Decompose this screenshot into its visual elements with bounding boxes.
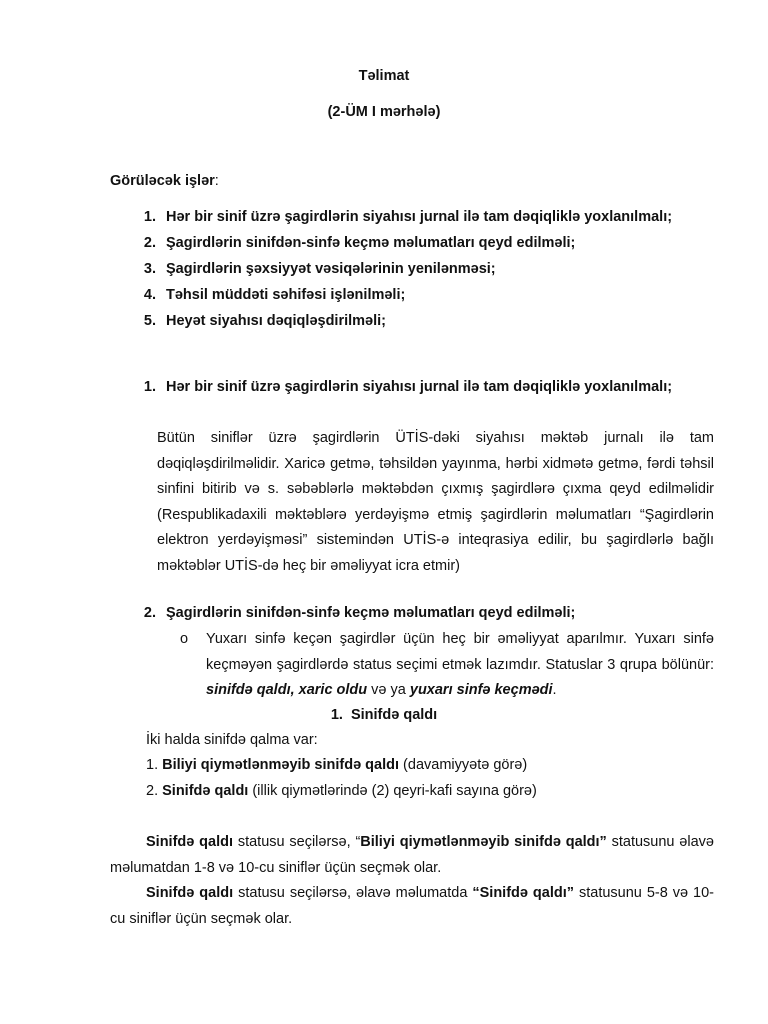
document-subtitle: (2-ÜM I mərhələ): [327, 104, 441, 120]
status-name-bold: yuxarı sinfə keçmədi: [409, 682, 553, 698]
intro-colon: :: [214, 173, 219, 189]
bullet-text: [206, 627, 714, 704]
task-text: Təhsil müddəti səhifəsi işlənilməli;: [166, 287, 406, 303]
task-item: [110, 312, 730, 338]
case-2: [146, 783, 537, 799]
section-1-heading: [110, 379, 730, 395]
case-1-number: 1.: [146, 757, 163, 773]
section-2-number: 2.: [143, 605, 156, 621]
subheading: [0, 707, 768, 723]
paragraph-status-2: [110, 881, 714, 932]
task-item: [110, 260, 730, 286]
case-2-rest: (illik qiymətlərində (2) qeyri-kafi sayına görə): [248, 783, 537, 799]
p1-bold-quote: Biliyi qiymətlənməyib sinifdə qaldı”: [360, 834, 607, 850]
task-list: [110, 208, 730, 338]
paragraph-status-1: [110, 830, 714, 881]
task-item: [110, 234, 730, 260]
bullet-text-part: .: [552, 682, 557, 698]
section-1-title: Hər bir sinif üzrə şagirdlərin siyahısı jurnal ilə tam dəqiqliklə yoxlanılmalı;: [166, 379, 673, 395]
status-names-bold: sinifdə qaldı, xaric oldu: [206, 682, 368, 698]
task-number: 5.: [143, 313, 156, 329]
section-2-heading: [110, 605, 730, 621]
task-text: Heyət siyahısı dəqiqləşdirilməli;: [166, 313, 386, 329]
task-number: 4.: [143, 287, 156, 303]
two-cases-line: İki halda sinifdə qalma var:: [146, 732, 318, 748]
bullet-text-part: və ya: [367, 682, 410, 698]
p2-bold: Sinifdə qaldı: [146, 885, 234, 901]
bullet-text-part: Yuxarı sinfə keçən şagirdlər üçün heç bir əməliyyat aparılmır. Yuxarı sinfə keçməyən şagirdlərdə status seçimi etmək lazımdır. Statuslar 3 qrupa bölünür:: [206, 631, 714, 673]
task-number: 3.: [143, 261, 156, 277]
subheading-text: Sinifdə qaldı: [350, 707, 438, 723]
section-2-title: Şagirdlərin sinifdən-sinfə keçmə məlumatları qeyd edilməli;: [166, 605, 576, 621]
task-text: Hər bir sinif üzrə şagirdlərin siyahısı jurnal ilə tam dəqiqliklə yoxlanılmalı;: [166, 209, 673, 225]
task-number: 2.: [143, 235, 156, 251]
subheading-number: 1.: [330, 707, 343, 723]
case-2-bold: Sinifdə qaldı: [162, 783, 249, 799]
task-item: [110, 286, 730, 312]
bullet-marker: o: [180, 631, 189, 647]
case-2-number: 2.: [146, 783, 163, 799]
task-item: [110, 208, 730, 234]
task-number: 1.: [143, 209, 156, 225]
p2-text-end: statusunu 5-8 və 10-cu siniflər üçün seçmək olar.: [110, 885, 714, 927]
document-title: Təlimat: [358, 68, 410, 84]
case-1-rest: (davamiyyətə görə): [399, 757, 528, 773]
p1-bold: Sinifdə qaldı: [146, 834, 233, 850]
intro-label-text: Görüləcək işlər: [110, 173, 215, 189]
section-1-number: 1.: [143, 379, 156, 395]
p2-bold-quote: “Sinifdə qaldı”: [472, 885, 575, 901]
p1-text-end: statusunu əlavə məlumatdan 1-8 və 10-cu siniflər üçün seçmək olar.: [110, 834, 714, 876]
case-1: [146, 757, 527, 773]
intro-label: [110, 173, 219, 189]
p2-text: statusu seçilərsə, əlavə məlumatda: [233, 885, 473, 901]
task-text: Şagirdlərin sinifdən-sinfə keçmə məlumatları qeyd edilməli;: [166, 235, 576, 251]
task-text: Şagirdlərin şəxsiyyət vəsiqələrinin yenilənməsi;: [166, 261, 496, 277]
case-1-bold: Biliyi qiymətlənməyib sinifdə qaldı: [162, 757, 400, 773]
p1-text: statusu seçilərsə, “: [233, 834, 361, 850]
section-1-body: Bütün siniflər üzrə şagirdlərin ÜTİS-dəki siyahısı məktəb jurnalı ilə tam dəqiqləşdirilməlidir. Xaricə getmə, təhsildən yayınma, hərbi xidmətə getmə, fərdi təhsil sinfini bitirib və s. səbəblərlə məktəbdən çıxmış şagirdlərə çıxma qeyd edilməlidir (Respublikadaxili məktəblərə yerdəyişmə etmiş şagirdlərin məlumatları “Şagirdlərin elektron yerdəyişməsi” sistemindən UTİS-ə inteqrasiya edilir, bu şagirdlərlə bağlı məktəblər UTİS-də heç bir əməliyyat icra etmir): [157, 430, 714, 574]
